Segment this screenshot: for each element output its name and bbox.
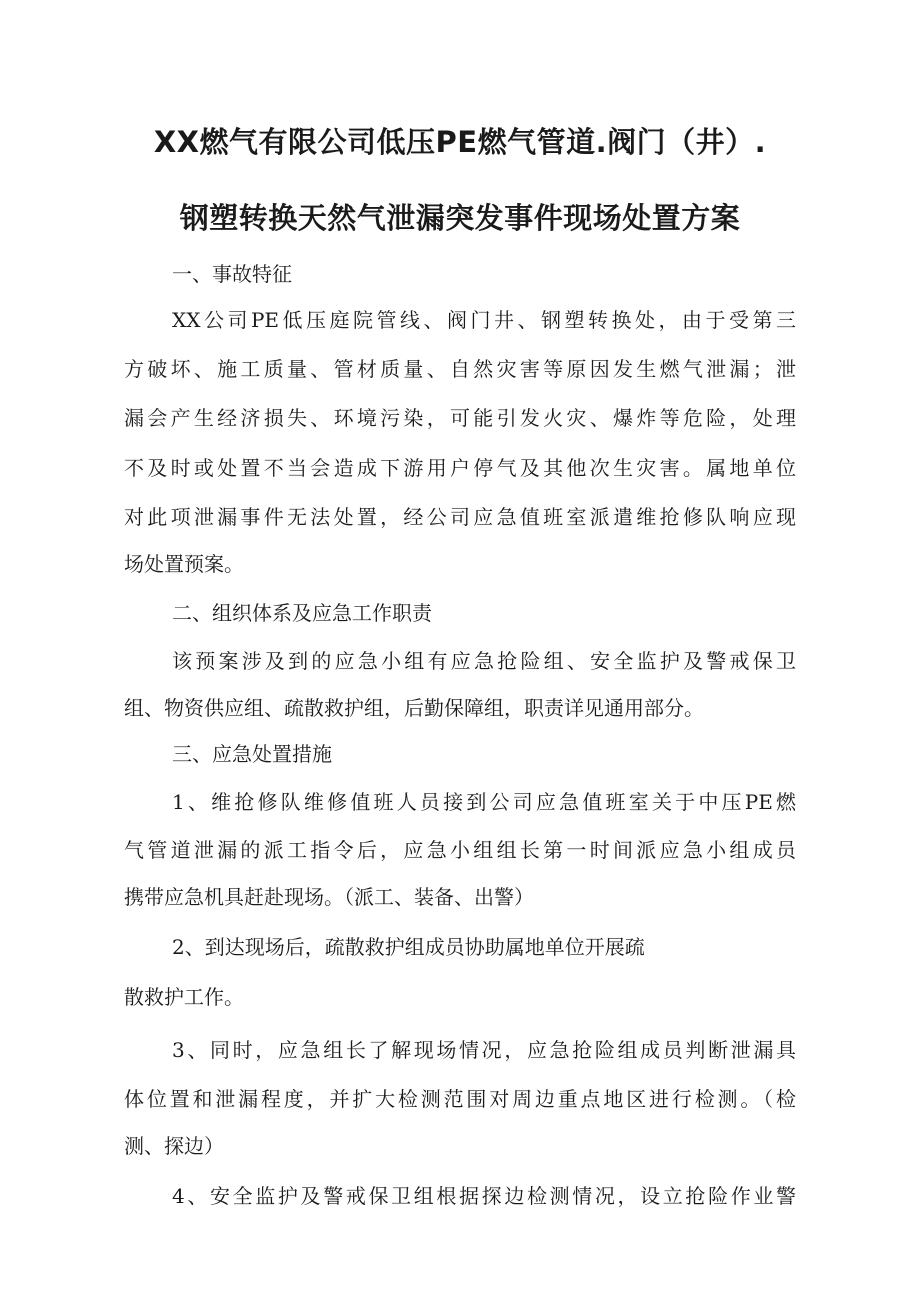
paragraph-line: XX公司PE低压庭院管线、阀门井、钢塑转换处，由于受第三: [172, 308, 796, 332]
paragraph-line: 漏会产生经济损失、环境污染，可能引发火灾、爆炸等危险，处理: [124, 406, 796, 430]
paragraph-line: 2、到达现场后，疏散救护组成员协助属地单位开展疏: [172, 935, 645, 959]
section-heading-3: 三、应急处置措施: [172, 742, 332, 766]
paragraph-line: 携带应急机具赶赴现场。（派工、装备、出警）: [124, 885, 534, 909]
paragraph-line: 4、安全监护及警戒保卫组根据探边检测情况，设立抢险作业警: [172, 1184, 796, 1208]
paragraph-line: 方破坏、施工质量、管材质量、自然灾害等原因发生燃气泄漏；泄: [124, 357, 796, 381]
document-title-line-2: 钢塑转换天然气泄漏突发事件现场处置方案: [179, 201, 741, 235]
paragraph-line: 对此项泄漏事件无法处置，经公司应急值班室派遣维抢修队响应现: [124, 505, 796, 529]
paragraph-line: 测、探边）: [124, 1134, 224, 1158]
paragraph-line: 气管道泄漏的派工指令后，应急小组组长第一时间派应急小组成员: [124, 838, 796, 862]
paragraph-line: 该预案涉及到的应急小组有应急抢险组、安全监护及警戒保卫: [172, 649, 796, 673]
paragraph-line: 3、同时，应急组长了解现场情况，应急抢险组成员判断泄漏具: [172, 1038, 796, 1062]
paragraph-line: 体位置和泄漏程度，并扩大检测范围对周边重点地区进行检测。（检: [124, 1087, 796, 1111]
paragraph-line: 散救护工作。: [124, 985, 244, 1009]
paragraph-line: 组、物资供应组、疏散救护组，后勤保障组，职责详见通用部分。: [124, 696, 704, 720]
paragraph-line: 不及时或处置不当会造成下游用户停气及其他次生灾害。属地单位: [124, 456, 796, 480]
document-title-line-1: XX燃气有限公司低压PE燃气管道.阀门（井）.: [153, 125, 767, 159]
paragraph-line: 场处置预案。: [124, 552, 244, 576]
paragraph-line: 1、维抢修队维修值班人员接到公司应急值班室关于中压PE燃: [172, 790, 796, 814]
section-heading-1: 一、事故特征: [172, 262, 292, 286]
section-heading-2: 二、组织体系及应急工作职责: [172, 601, 432, 625]
